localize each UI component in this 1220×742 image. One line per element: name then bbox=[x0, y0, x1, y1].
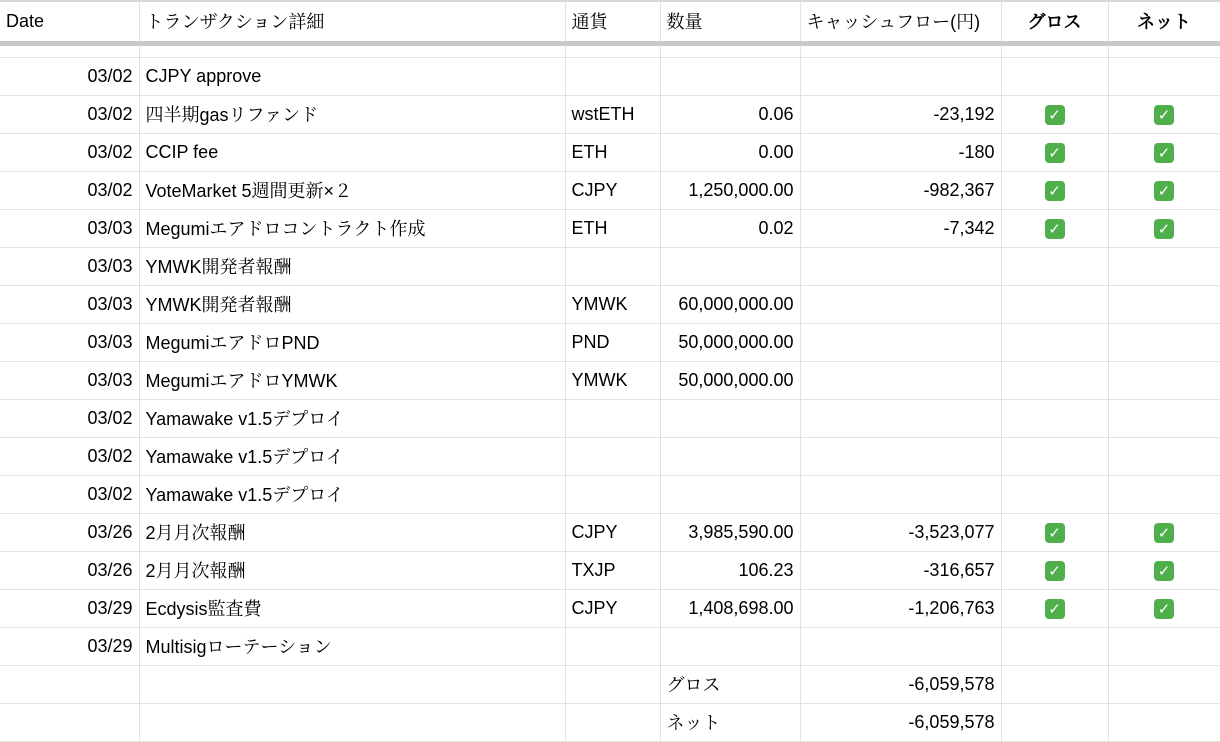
gross-check-cell[interactable] bbox=[1001, 551, 1108, 589]
check-mark-icon bbox=[1045, 181, 1065, 201]
table-row bbox=[0, 171, 1220, 209]
gross-check-cell[interactable] bbox=[1001, 589, 1108, 627]
cell[interactable] bbox=[1001, 43, 1108, 57]
cell[interactable] bbox=[565, 43, 660, 57]
currency-cell[interactable]: wstETH bbox=[565, 95, 660, 133]
check-mark-icon bbox=[1154, 219, 1174, 239]
detail-cell[interactable]: YMWK開発者報酬 bbox=[139, 247, 565, 285]
check-mark-icon bbox=[1045, 561, 1065, 581]
quantity-cell[interactable]: 106.23 bbox=[660, 551, 800, 589]
quantity-cell[interactable] bbox=[660, 247, 800, 285]
gross-check-cell[interactable] bbox=[1001, 57, 1108, 95]
cashflow-cell[interactable] bbox=[800, 399, 1001, 437]
cashflow-cell[interactable] bbox=[800, 437, 1001, 475]
check-mark-icon bbox=[1045, 105, 1065, 125]
quantity-cell[interactable]: 0.06 bbox=[660, 95, 800, 133]
gross-check-cell[interactable] bbox=[1001, 323, 1108, 361]
table-row bbox=[0, 323, 1220, 361]
currency-cell[interactable] bbox=[565, 627, 660, 665]
cell[interactable] bbox=[1001, 703, 1108, 741]
cell[interactable] bbox=[565, 703, 660, 741]
net-check-cell[interactable] bbox=[1108, 437, 1220, 475]
cell[interactable] bbox=[139, 43, 565, 57]
currency-cell[interactable]: CJPY bbox=[565, 513, 660, 551]
detail-cell[interactable]: YMWK開発者報酬 bbox=[139, 285, 565, 323]
net-check-cell[interactable] bbox=[1108, 475, 1220, 513]
net-check-cell[interactable] bbox=[1108, 95, 1220, 133]
table-row bbox=[0, 513, 1220, 551]
gross-check-cell[interactable] bbox=[1001, 171, 1108, 209]
quantity-cell[interactable]: 1,408,698.00 bbox=[660, 589, 800, 627]
cell[interactable] bbox=[1108, 665, 1220, 703]
detail-cell[interactable]: Yamawake v1.5デプロイ bbox=[139, 475, 565, 513]
check-mark-icon bbox=[1045, 143, 1065, 163]
quantity-cell[interactable]: 3,985,590.00 bbox=[660, 513, 800, 551]
date-cell[interactable]: 03/02 bbox=[0, 437, 139, 475]
net-check-cell[interactable] bbox=[1108, 209, 1220, 247]
date-cell[interactable]: 03/02 bbox=[0, 95, 139, 133]
check-mark-icon bbox=[1045, 523, 1065, 543]
currency-cell[interactable]: YMWK bbox=[565, 285, 660, 323]
quantity-cell[interactable]: 50,000,000.00 bbox=[660, 361, 800, 399]
cell[interactable] bbox=[1108, 703, 1220, 741]
currency-cell[interactable]: PND bbox=[565, 323, 660, 361]
cashflow-cell[interactable]: -23,192 bbox=[800, 95, 1001, 133]
date-cell[interactable]: 03/29 bbox=[0, 589, 139, 627]
gross-check-cell[interactable] bbox=[1001, 627, 1108, 665]
header-gross[interactable]: グロス bbox=[1001, 1, 1108, 43]
header-net[interactable]: ネット bbox=[1108, 1, 1220, 43]
gross-check-cell[interactable] bbox=[1001, 285, 1108, 323]
table-row bbox=[0, 209, 1220, 247]
total-value[interactable]: -6,059,578 bbox=[800, 703, 1001, 741]
total-row bbox=[0, 665, 1220, 703]
quantity-cell[interactable] bbox=[660, 399, 800, 437]
cashflow-cell[interactable]: -3,523,077 bbox=[800, 513, 1001, 551]
gross-check-cell[interactable] bbox=[1001, 513, 1108, 551]
net-check-cell[interactable] bbox=[1108, 57, 1220, 95]
check-mark-icon bbox=[1154, 599, 1174, 619]
currency-cell[interactable] bbox=[565, 399, 660, 437]
total-row bbox=[0, 703, 1220, 741]
cell[interactable] bbox=[0, 43, 139, 57]
gross-check-cell[interactable] bbox=[1001, 209, 1108, 247]
cell[interactable] bbox=[800, 43, 1001, 57]
date-cell[interactable]: 03/26 bbox=[0, 551, 139, 589]
net-check-cell[interactable] bbox=[1108, 247, 1220, 285]
cell[interactable] bbox=[1108, 43, 1220, 57]
cashflow-cell[interactable] bbox=[800, 627, 1001, 665]
header-row bbox=[0, 1, 1220, 43]
check-mark-icon bbox=[1154, 523, 1174, 543]
table-row bbox=[0, 627, 1220, 665]
check-mark-icon bbox=[1154, 143, 1174, 163]
cashflow-cell[interactable] bbox=[800, 57, 1001, 95]
spacer-row bbox=[0, 43, 1220, 57]
cell[interactable] bbox=[0, 703, 139, 741]
cashflow-cell[interactable]: -7,342 bbox=[800, 209, 1001, 247]
total-value[interactable]: -6,059,578 bbox=[800, 665, 1001, 703]
date-cell[interactable]: 03/02 bbox=[0, 57, 139, 95]
gross-check-cell[interactable] bbox=[1001, 437, 1108, 475]
cashflow-cell[interactable] bbox=[800, 285, 1001, 323]
currency-cell[interactable] bbox=[565, 247, 660, 285]
quantity-cell[interactable] bbox=[660, 57, 800, 95]
net-check-cell[interactable] bbox=[1108, 399, 1220, 437]
gross-check-cell[interactable] bbox=[1001, 475, 1108, 513]
date-cell[interactable]: 03/02 bbox=[0, 133, 139, 171]
date-cell[interactable]: 03/02 bbox=[0, 171, 139, 209]
gross-check-cell[interactable] bbox=[1001, 95, 1108, 133]
gross-check-cell[interactable] bbox=[1001, 361, 1108, 399]
table-row bbox=[0, 247, 1220, 285]
detail-cell[interactable]: 2月月次報酬 bbox=[139, 551, 565, 589]
table-row bbox=[0, 589, 1220, 627]
quantity-cell[interactable] bbox=[660, 475, 800, 513]
net-check-cell[interactable] bbox=[1108, 133, 1220, 171]
quantity-cell[interactable]: 1,250,000.00 bbox=[660, 171, 800, 209]
currency-cell[interactable] bbox=[565, 57, 660, 95]
detail-cell[interactable]: Multisigローテーション bbox=[139, 627, 565, 665]
currency-cell[interactable]: YMWK bbox=[565, 361, 660, 399]
detail-cell[interactable]: CJPY approve bbox=[139, 57, 565, 95]
net-check-cell[interactable] bbox=[1108, 627, 1220, 665]
total-label[interactable]: ネット bbox=[660, 703, 800, 741]
cashflow-cell[interactable]: -982,367 bbox=[800, 171, 1001, 209]
cell[interactable] bbox=[1001, 665, 1108, 703]
detail-cell[interactable]: Yamawake v1.5デプロイ bbox=[139, 437, 565, 475]
quantity-cell[interactable] bbox=[660, 437, 800, 475]
date-cell[interactable]: 03/03 bbox=[0, 323, 139, 361]
date-cell[interactable]: 03/03 bbox=[0, 247, 139, 285]
currency-cell[interactable]: CJPY bbox=[565, 589, 660, 627]
table-row bbox=[0, 361, 1220, 399]
detail-cell[interactable]: Megumiエアドロコントラクト作成 bbox=[139, 209, 565, 247]
date-cell[interactable]: 03/03 bbox=[0, 361, 139, 399]
table-row bbox=[0, 399, 1220, 437]
gross-check-cell[interactable] bbox=[1001, 133, 1108, 171]
header-date[interactable]: Date bbox=[0, 1, 139, 43]
currency-cell[interactable]: TXJP bbox=[565, 551, 660, 589]
date-cell[interactable]: 03/29 bbox=[0, 627, 139, 665]
detail-cell[interactable]: MegumiエアドロPND bbox=[139, 323, 565, 361]
detail-cell[interactable]: Yamawake v1.5デプロイ bbox=[139, 399, 565, 437]
detail-cell[interactable]: Ecdysis監査費 bbox=[139, 589, 565, 627]
table-row bbox=[0, 133, 1220, 171]
net-check-cell[interactable] bbox=[1108, 361, 1220, 399]
table-row bbox=[0, 475, 1220, 513]
date-cell[interactable]: 03/03 bbox=[0, 209, 139, 247]
header-cashflow[interactable]: キャッシュフロー(円) bbox=[800, 1, 1001, 43]
currency-cell[interactable]: CJPY bbox=[565, 171, 660, 209]
cashflow-cell[interactable] bbox=[800, 361, 1001, 399]
gross-check-cell[interactable] bbox=[1001, 247, 1108, 285]
check-mark-icon bbox=[1154, 105, 1174, 125]
cell[interactable] bbox=[139, 703, 565, 741]
date-cell[interactable]: 03/02 bbox=[0, 399, 139, 437]
net-check-cell[interactable] bbox=[1108, 285, 1220, 323]
currency-cell[interactable]: ETH bbox=[565, 133, 660, 171]
quantity-cell[interactable]: 50,000,000.00 bbox=[660, 323, 800, 361]
currency-cell[interactable] bbox=[565, 437, 660, 475]
net-check-cell[interactable] bbox=[1108, 323, 1220, 361]
cashflow-cell[interactable]: -316,657 bbox=[800, 551, 1001, 589]
net-check-cell[interactable] bbox=[1108, 171, 1220, 209]
table-row bbox=[0, 437, 1220, 475]
table-row bbox=[0, 95, 1220, 133]
currency-cell[interactable]: ETH bbox=[565, 209, 660, 247]
table-row bbox=[0, 551, 1220, 589]
cashflow-cell[interactable] bbox=[800, 247, 1001, 285]
detail-cell[interactable]: 2月月次報酬 bbox=[139, 513, 565, 551]
quantity-cell[interactable] bbox=[660, 627, 800, 665]
detail-cell[interactable]: 四半期gasリファンド bbox=[139, 95, 565, 133]
detail-cell[interactable]: CCIP fee bbox=[139, 133, 565, 171]
check-mark-icon bbox=[1154, 181, 1174, 201]
check-mark-icon bbox=[1045, 599, 1065, 619]
date-cell[interactable]: 03/26 bbox=[0, 513, 139, 551]
header-detail[interactable]: トランザクション詳細 bbox=[139, 1, 565, 43]
check-mark-icon bbox=[1154, 561, 1174, 581]
table-row bbox=[0, 57, 1220, 95]
header-quantity[interactable]: 数量 bbox=[660, 1, 800, 43]
cell[interactable] bbox=[0, 665, 139, 703]
cell[interactable] bbox=[660, 43, 800, 57]
cashflow-cell[interactable]: -180 bbox=[800, 133, 1001, 171]
date-cell[interactable]: 03/03 bbox=[0, 285, 139, 323]
quantity-cell[interactable]: 0.02 bbox=[660, 209, 800, 247]
net-check-cell[interactable] bbox=[1108, 551, 1220, 589]
detail-cell[interactable]: MegumiエアドロYMWK bbox=[139, 361, 565, 399]
cell[interactable] bbox=[139, 665, 565, 703]
cashflow-cell[interactable]: -1,206,763 bbox=[800, 589, 1001, 627]
table-row bbox=[0, 285, 1220, 323]
cashflow-cell[interactable] bbox=[800, 475, 1001, 513]
header-currency[interactable]: 通貨 bbox=[565, 1, 660, 43]
quantity-cell[interactable]: 60,000,000.00 bbox=[660, 285, 800, 323]
net-check-cell[interactable] bbox=[1108, 589, 1220, 627]
net-check-cell[interactable] bbox=[1108, 513, 1220, 551]
date-cell[interactable]: 03/02 bbox=[0, 475, 139, 513]
cashflow-cell[interactable] bbox=[800, 323, 1001, 361]
quantity-cell[interactable]: 0.00 bbox=[660, 133, 800, 171]
check-mark-icon bbox=[1045, 219, 1065, 239]
currency-cell[interactable] bbox=[565, 475, 660, 513]
detail-cell[interactable]: VoteMarket 5週間更新×２ bbox=[139, 171, 565, 209]
gross-check-cell[interactable] bbox=[1001, 399, 1108, 437]
cell[interactable] bbox=[565, 665, 660, 703]
total-label[interactable]: グロス bbox=[660, 665, 800, 703]
